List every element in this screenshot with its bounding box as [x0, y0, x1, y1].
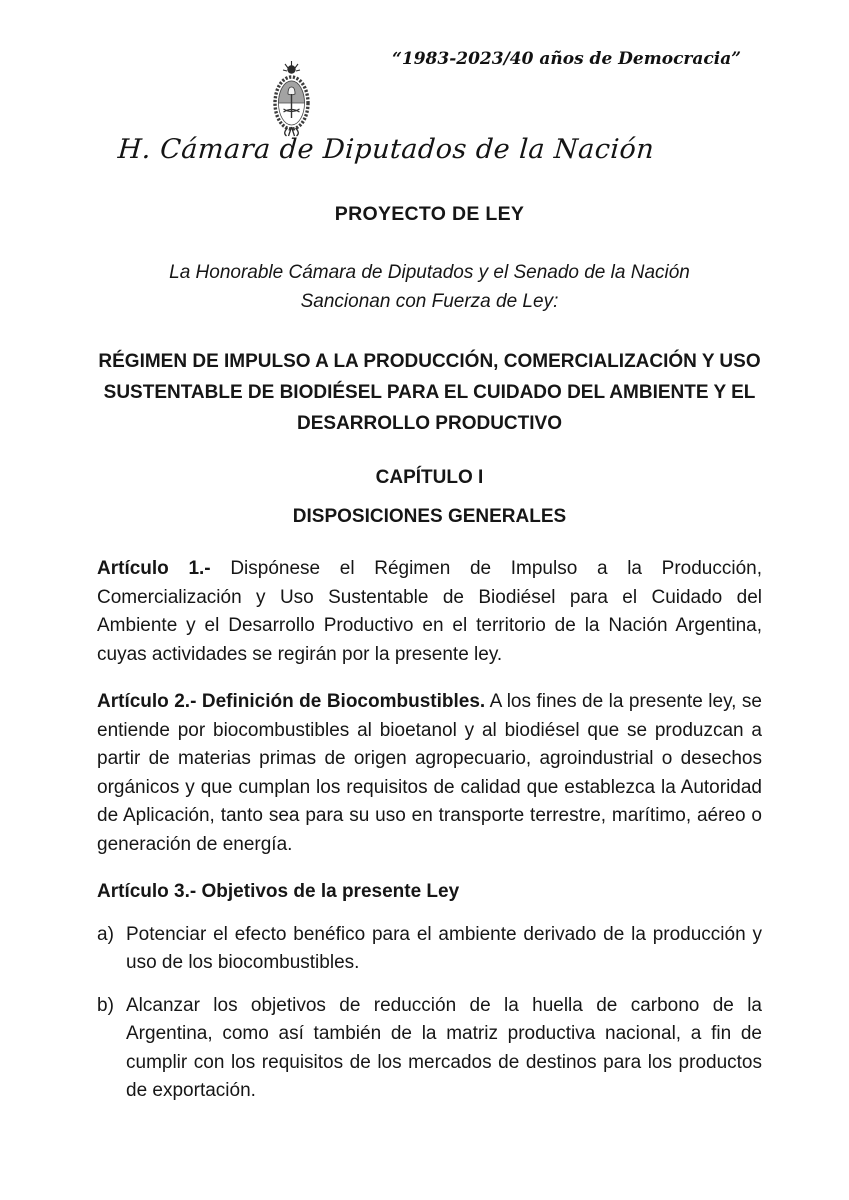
chapter-heading: CAPÍTULO I: [375, 467, 484, 488]
document-body: [97, 0, 762, 1106]
objective-marker-b: b): [97, 994, 114, 1016]
document-title: PROYECTO DE LEY: [334, 203, 525, 225]
article-1-lead: Artículo 1.-: [97, 558, 211, 579]
preamble: [97, 258, 762, 316]
anniversary-motto: “1983-2023/40 años de Democracia”: [392, 49, 741, 69]
article-1-text: Dispónese el Régimen de Impulso a la Producción, Comercialización y Uso Sustentable de Biodiésel para el Cuidado del Ambiente y el Desarrollo Productivo en el territorio de la Nación Argentina, cuyas actividades se regirán por la presente ley.: [97, 558, 763, 665]
article-2-lead: Artículo 2.- Definición de Biocombustibles.: [97, 691, 486, 712]
article-2: [97, 688, 762, 859]
article-3-heading: Artículo 3.- Objetivos de la presente Ley: [97, 881, 460, 902]
preamble-line-1: La Honorable Cámara de Diputados y el Senado de la Nación: [169, 262, 690, 283]
objective-item-b: [97, 992, 762, 1106]
objective-text-a: Potenciar el efecto benéfico para el ambiente derivado de la producción y uso de los biocombustibles.: [126, 923, 762, 973]
objective-item-a: [97, 921, 762, 978]
preamble-line-2: Sancionan con Fuerza de Ley:: [300, 291, 559, 312]
article-1: [97, 555, 762, 669]
law-title: RÉGIMEN DE IMPULSO A LA PRODUCCIÓN, COMERCIALIZACIÓN Y USO SUSTENTABLE DE BIODIÉSEL PARA EL CUIDADO DEL AMBIENTE Y EL DESARROLLO PRODUCTIVO: [98, 351, 761, 434]
objective-text-b: Alcanzar los objetivos de reducción de la huella de carbono de la Argentina, como así también de la matriz productiva nacional, a fin de cumplir con los requisitos de los mercados de destinos para los productos de exportación.: [126, 994, 762, 1101]
article-2-text: A los fines de la presente ley, se entiende por biocombustibles al bioetanol y al biodiésel que se produzcan a partir de materias primas de origen agropecuario, agroindustrial o desechos orgánicos y que cumplan los requisitos de calidad que establezca la Autoridad de Aplicación, tanto sea para su uso en transporte terrestre, marítimo, aéreo o generación de energía.: [97, 691, 762, 855]
objectives-list: [97, 921, 762, 1106]
institution-name: H. Cámara de Diputados de la Nación: [116, 134, 656, 165]
objective-marker-a: a): [97, 923, 114, 945]
chapter-subtitle: DISPOSICIONES GENERALES: [292, 506, 567, 527]
